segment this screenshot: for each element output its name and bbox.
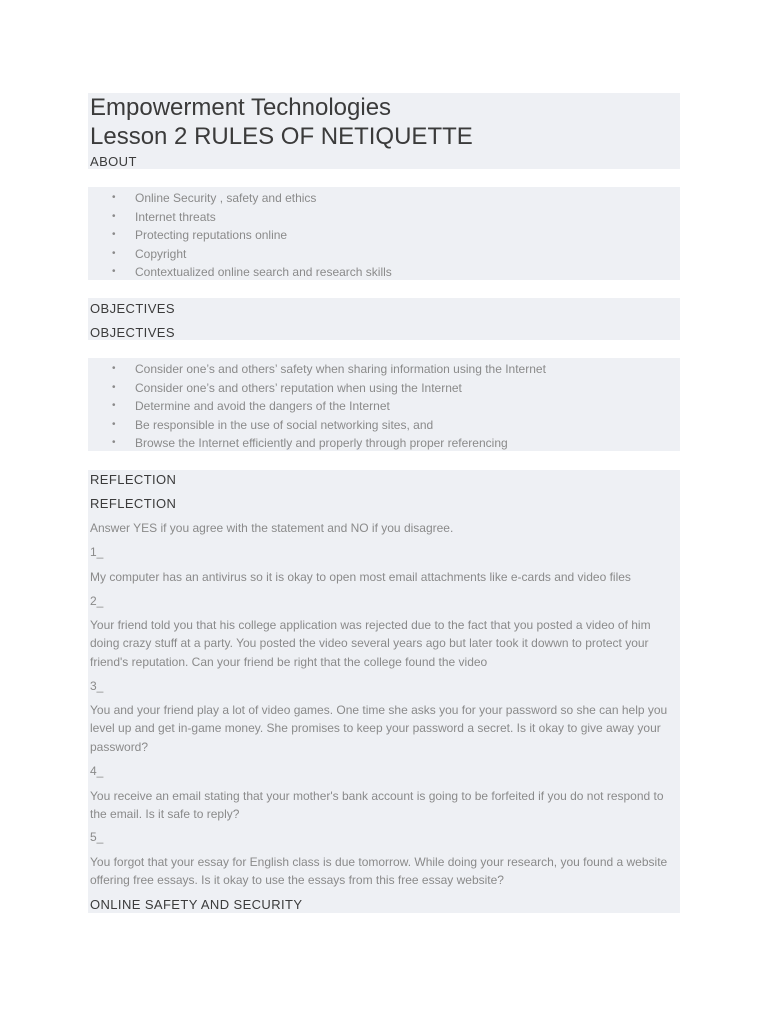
objectives-heading: OBJECTIVES	[90, 301, 175, 316]
list-item: • Consider one’s and others’ reputation when using the Internet	[88, 379, 546, 398]
question-number: 4_	[90, 764, 104, 778]
bullet-icon: •	[112, 229, 116, 240]
question-number: 2_	[90, 594, 104, 608]
bullet-icon: •	[112, 363, 116, 374]
question-text: You receive an email stating that your mother's bank account is going to be forfeited if you do not respond to the email. Is it safe to reply?	[90, 789, 664, 822]
list-item: • Determine and avoid the dangers of the Internet	[88, 397, 546, 416]
about-list-block	[88, 187, 680, 280]
question-text: Your friend told you that his college application was rejected due to the fact that you posted a video of him doing crazy stuff at a party. You posted the video several years ago but later took it dowwn to protect your friend's reputation. Can your friend be right that the college found the video	[90, 618, 651, 669]
objectives-heading-block	[88, 298, 680, 340]
objectives-list	[88, 360, 546, 453]
list-item: • Be responsible in the use of social networking sites, and	[88, 416, 546, 435]
question-text: My computer has an antivirus so it is okay to open most email attachments like e-cards and video files	[90, 570, 631, 584]
about-heading: ABOUT	[90, 154, 137, 169]
document-title: Empowerment Technologies	[90, 94, 392, 121]
question-text: You forgot that your essay for English class is due tomorrow. While doing your research, you found a website offering free essays. Is it okay to use the essays from this free essay website?	[90, 855, 668, 888]
title-block	[88, 93, 680, 169]
list-item: • Internet threats	[88, 208, 392, 227]
bullet-icon: •	[112, 418, 116, 430]
bullet-icon: •	[112, 437, 116, 448]
list-item: • Contextualized online search and research skills	[88, 263, 392, 282]
reflection-instruction: Answer YES if you agree with the statement and NO if you disagree.	[90, 521, 454, 535]
list-item: • Browse the Internet efficiently and properly through proper referencing	[88, 434, 546, 453]
bullet-icon: •	[112, 381, 116, 393]
bullet-icon: •	[112, 400, 116, 411]
question-text: You and your friend play a lot of video games. One time she asks you for your password so she can help you level up and get in-game money. She promises to keep your password a secret. Is it okay to give away your password?	[90, 703, 668, 754]
bullet-icon: •	[112, 247, 116, 259]
objectives-subheading: OBJECTIVES	[90, 325, 175, 340]
list-item: • Copyright	[88, 245, 392, 264]
about-list	[88, 189, 392, 282]
bullet-icon: •	[112, 210, 116, 222]
reflection-block	[88, 470, 680, 913]
objectives-list-block	[88, 358, 680, 451]
list-item: • Consider one’s and others’ safety when sharing information using the Internet	[88, 360, 546, 379]
list-item: • Online Security , safety and ethics	[88, 189, 392, 208]
reflection-heading: REFLECTION	[90, 472, 177, 487]
question-number: 1_	[90, 545, 104, 559]
bullet-icon: •	[112, 266, 116, 277]
question-number: 5_	[90, 830, 104, 844]
lesson-title: Lesson 2 RULES OF NETIQUETTE	[90, 123, 473, 150]
reflection-subheading: REFLECTION	[90, 496, 177, 511]
question-number: 3_	[90, 679, 104, 693]
online-safety-heading: ONLINE SAFETY AND SECURITY	[90, 897, 303, 912]
bullet-icon: •	[112, 192, 116, 203]
list-item: • Protecting reputations online	[88, 226, 392, 245]
